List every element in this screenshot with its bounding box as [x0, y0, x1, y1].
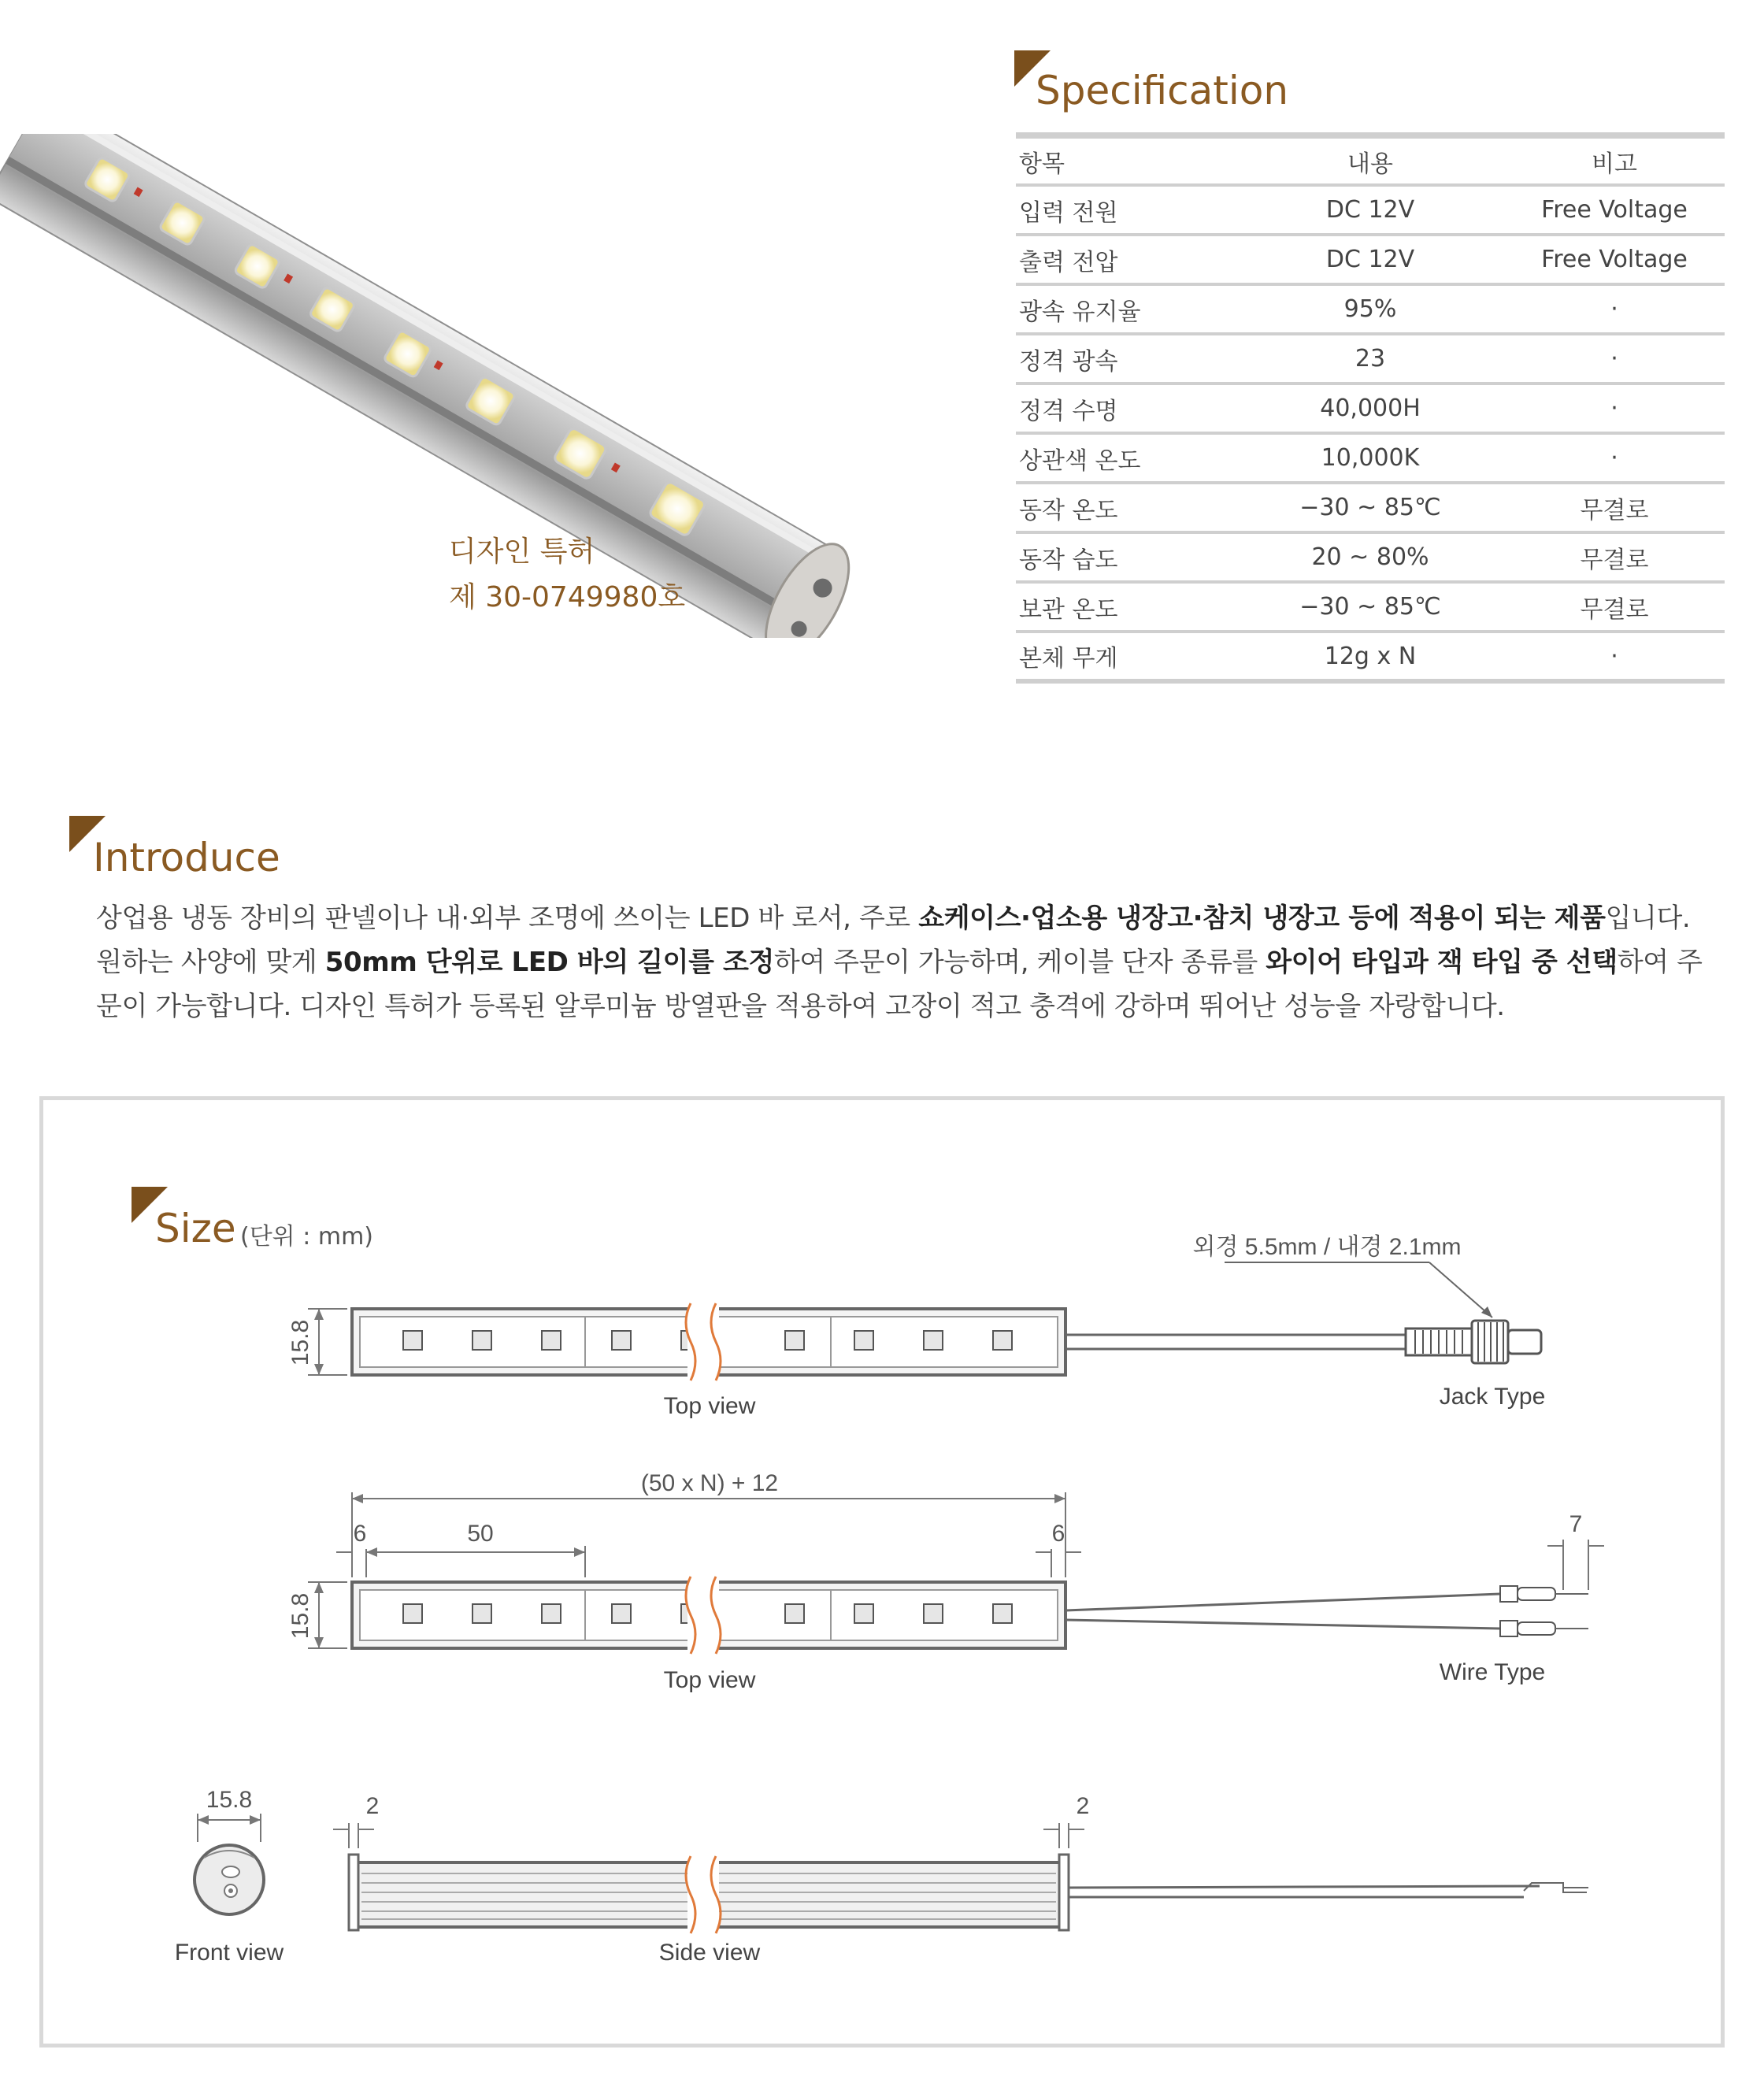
spec-value: 12g x N [1236, 632, 1504, 681]
side-view-label: Side view [658, 1940, 761, 1966]
spec-item: 상관색 온도 [1016, 433, 1236, 483]
side-view [333, 1823, 1588, 1933]
spec-item: 본체 무게 [1016, 632, 1236, 681]
size-title: Size [155, 1206, 236, 1251]
spec-note: 무결로 [1504, 532, 1725, 582]
spec-note: · [1504, 384, 1725, 433]
spec-row [1016, 483, 1725, 532]
left-margin-label: 6 [353, 1521, 367, 1547]
jack-top-view-label: Top view [663, 1393, 756, 1419]
spec-row [1016, 284, 1725, 334]
spec-value: 20 ~ 80% [1236, 532, 1504, 582]
intro-text-1: 상업용 냉동 장비의 판넬이나 내·외부 조명에 쓰이는 LED 바 로서, 주로 [96, 902, 919, 934]
intro-text-4: 하여 주문이 가능합니다. 디자인 특허가 등록된 알루미늄 방열판을 적용하여 고장이 적고 충격에 강하며 뛰어난 성능을 자랑합니다. [96, 947, 1703, 1022]
spec-item: 광속 유지율 [1016, 284, 1236, 334]
spec-header-note: 비고 [1504, 135, 1725, 185]
front-width-label: 15.8 [206, 1787, 253, 1813]
spec-item: 정격 광속 [1016, 334, 1236, 384]
jack-diameter-note: 외경 5.5mm / 내경 2.1mm [1192, 1234, 1462, 1260]
spec-header-item: 항목 [1016, 135, 1236, 185]
spec-title: Specification [1036, 68, 1289, 113]
intro-bold-1: 쇼케이스·업소용 냉장고·참치 냉장고 등에 적용이 되는 제품 [918, 902, 1606, 934]
spec-row [1016, 334, 1725, 384]
spec-row [1016, 384, 1725, 433]
spec-value: −30 ~ 85℃ [1236, 582, 1504, 632]
spec-row [1016, 632, 1725, 681]
spec-value: −30 ~ 85℃ [1236, 483, 1504, 532]
patent-line-2: 제 30-0749980호 [449, 581, 686, 613]
spec-note: · [1504, 433, 1725, 483]
size-panel [39, 1096, 1725, 2048]
wire-type-label: Wire Type [1439, 1659, 1546, 1685]
jack-height-label: 15.8 [287, 1319, 313, 1366]
spec-value: 10,000K [1236, 433, 1504, 483]
patent-line-1: 디자인 특허 [449, 536, 595, 568]
intro-text-2: 입니다. 원하는 사양에 맞게 [96, 902, 1691, 978]
spec-header-content: 내용 [1236, 135, 1504, 185]
spec-value: 40,000H [1236, 384, 1504, 433]
segment-pitch-label: 50 [467, 1521, 494, 1547]
spec-note: 무결로 [1504, 483, 1725, 532]
spec-value: 23 [1236, 334, 1504, 384]
spec-note: · [1504, 334, 1725, 384]
intro-text-3: 하여 주문이 가능하며, 케이블 단자 종류를 [773, 947, 1266, 978]
spec-item: 보관 온도 [1016, 582, 1236, 632]
spec-header-row [1016, 135, 1725, 185]
intro-title: Introduce [93, 835, 280, 880]
spec-note: 무결로 [1504, 582, 1725, 632]
spec-note: Free Voltage [1504, 235, 1725, 284]
size-unit: (단위 : mm) [240, 1223, 373, 1251]
intro-bold-2: 50mm 단위로 LED 바의 길이를 조정 [324, 947, 774, 978]
dimension-drawing [43, 1100, 1721, 2044]
wire-height-label: 15.8 [287, 1592, 313, 1640]
wire-top-view-label: Top view [663, 1667, 756, 1693]
left-cap-label: 2 [365, 1793, 380, 1819]
spec-row [1016, 235, 1725, 284]
spec-value: DC 12V [1236, 235, 1504, 284]
spec-item: 동작 온도 [1016, 483, 1236, 532]
spec-item: 출력 전압 [1016, 235, 1236, 284]
overall-length-label: (50 x N) + 12 [640, 1470, 779, 1496]
intro-bold-3: 와이어 타입과 잭 타입 중 선택 [1266, 947, 1618, 978]
front-view [195, 1814, 264, 1914]
spec-note: · [1504, 632, 1725, 681]
front-view-label: Front view [174, 1940, 284, 1966]
spec-item: 정격 수명 [1016, 384, 1236, 433]
right-cap-label: 2 [1076, 1793, 1090, 1819]
spec-item: 동작 습도 [1016, 532, 1236, 582]
spec-value: 95% [1236, 284, 1504, 334]
spec-row [1016, 532, 1725, 582]
spec-item: 입력 전원 [1016, 185, 1236, 235]
jack-type-label: Jack Type [1439, 1384, 1546, 1410]
spec-note: · [1504, 284, 1725, 334]
wire-top-view [308, 1492, 1604, 1654]
spec-row [1016, 582, 1725, 632]
intro-paragraph [96, 896, 1703, 1028]
spec-row [1016, 433, 1725, 483]
jack-top-view [308, 1262, 1541, 1380]
spec-row [1016, 185, 1725, 235]
spec-value: DC 12V [1236, 185, 1504, 235]
spec-table [1016, 132, 1725, 684]
spec-note: Free Voltage [1504, 185, 1725, 235]
right-margin-label: 6 [1051, 1521, 1065, 1547]
wire-strip-label: 7 [1569, 1511, 1583, 1537]
